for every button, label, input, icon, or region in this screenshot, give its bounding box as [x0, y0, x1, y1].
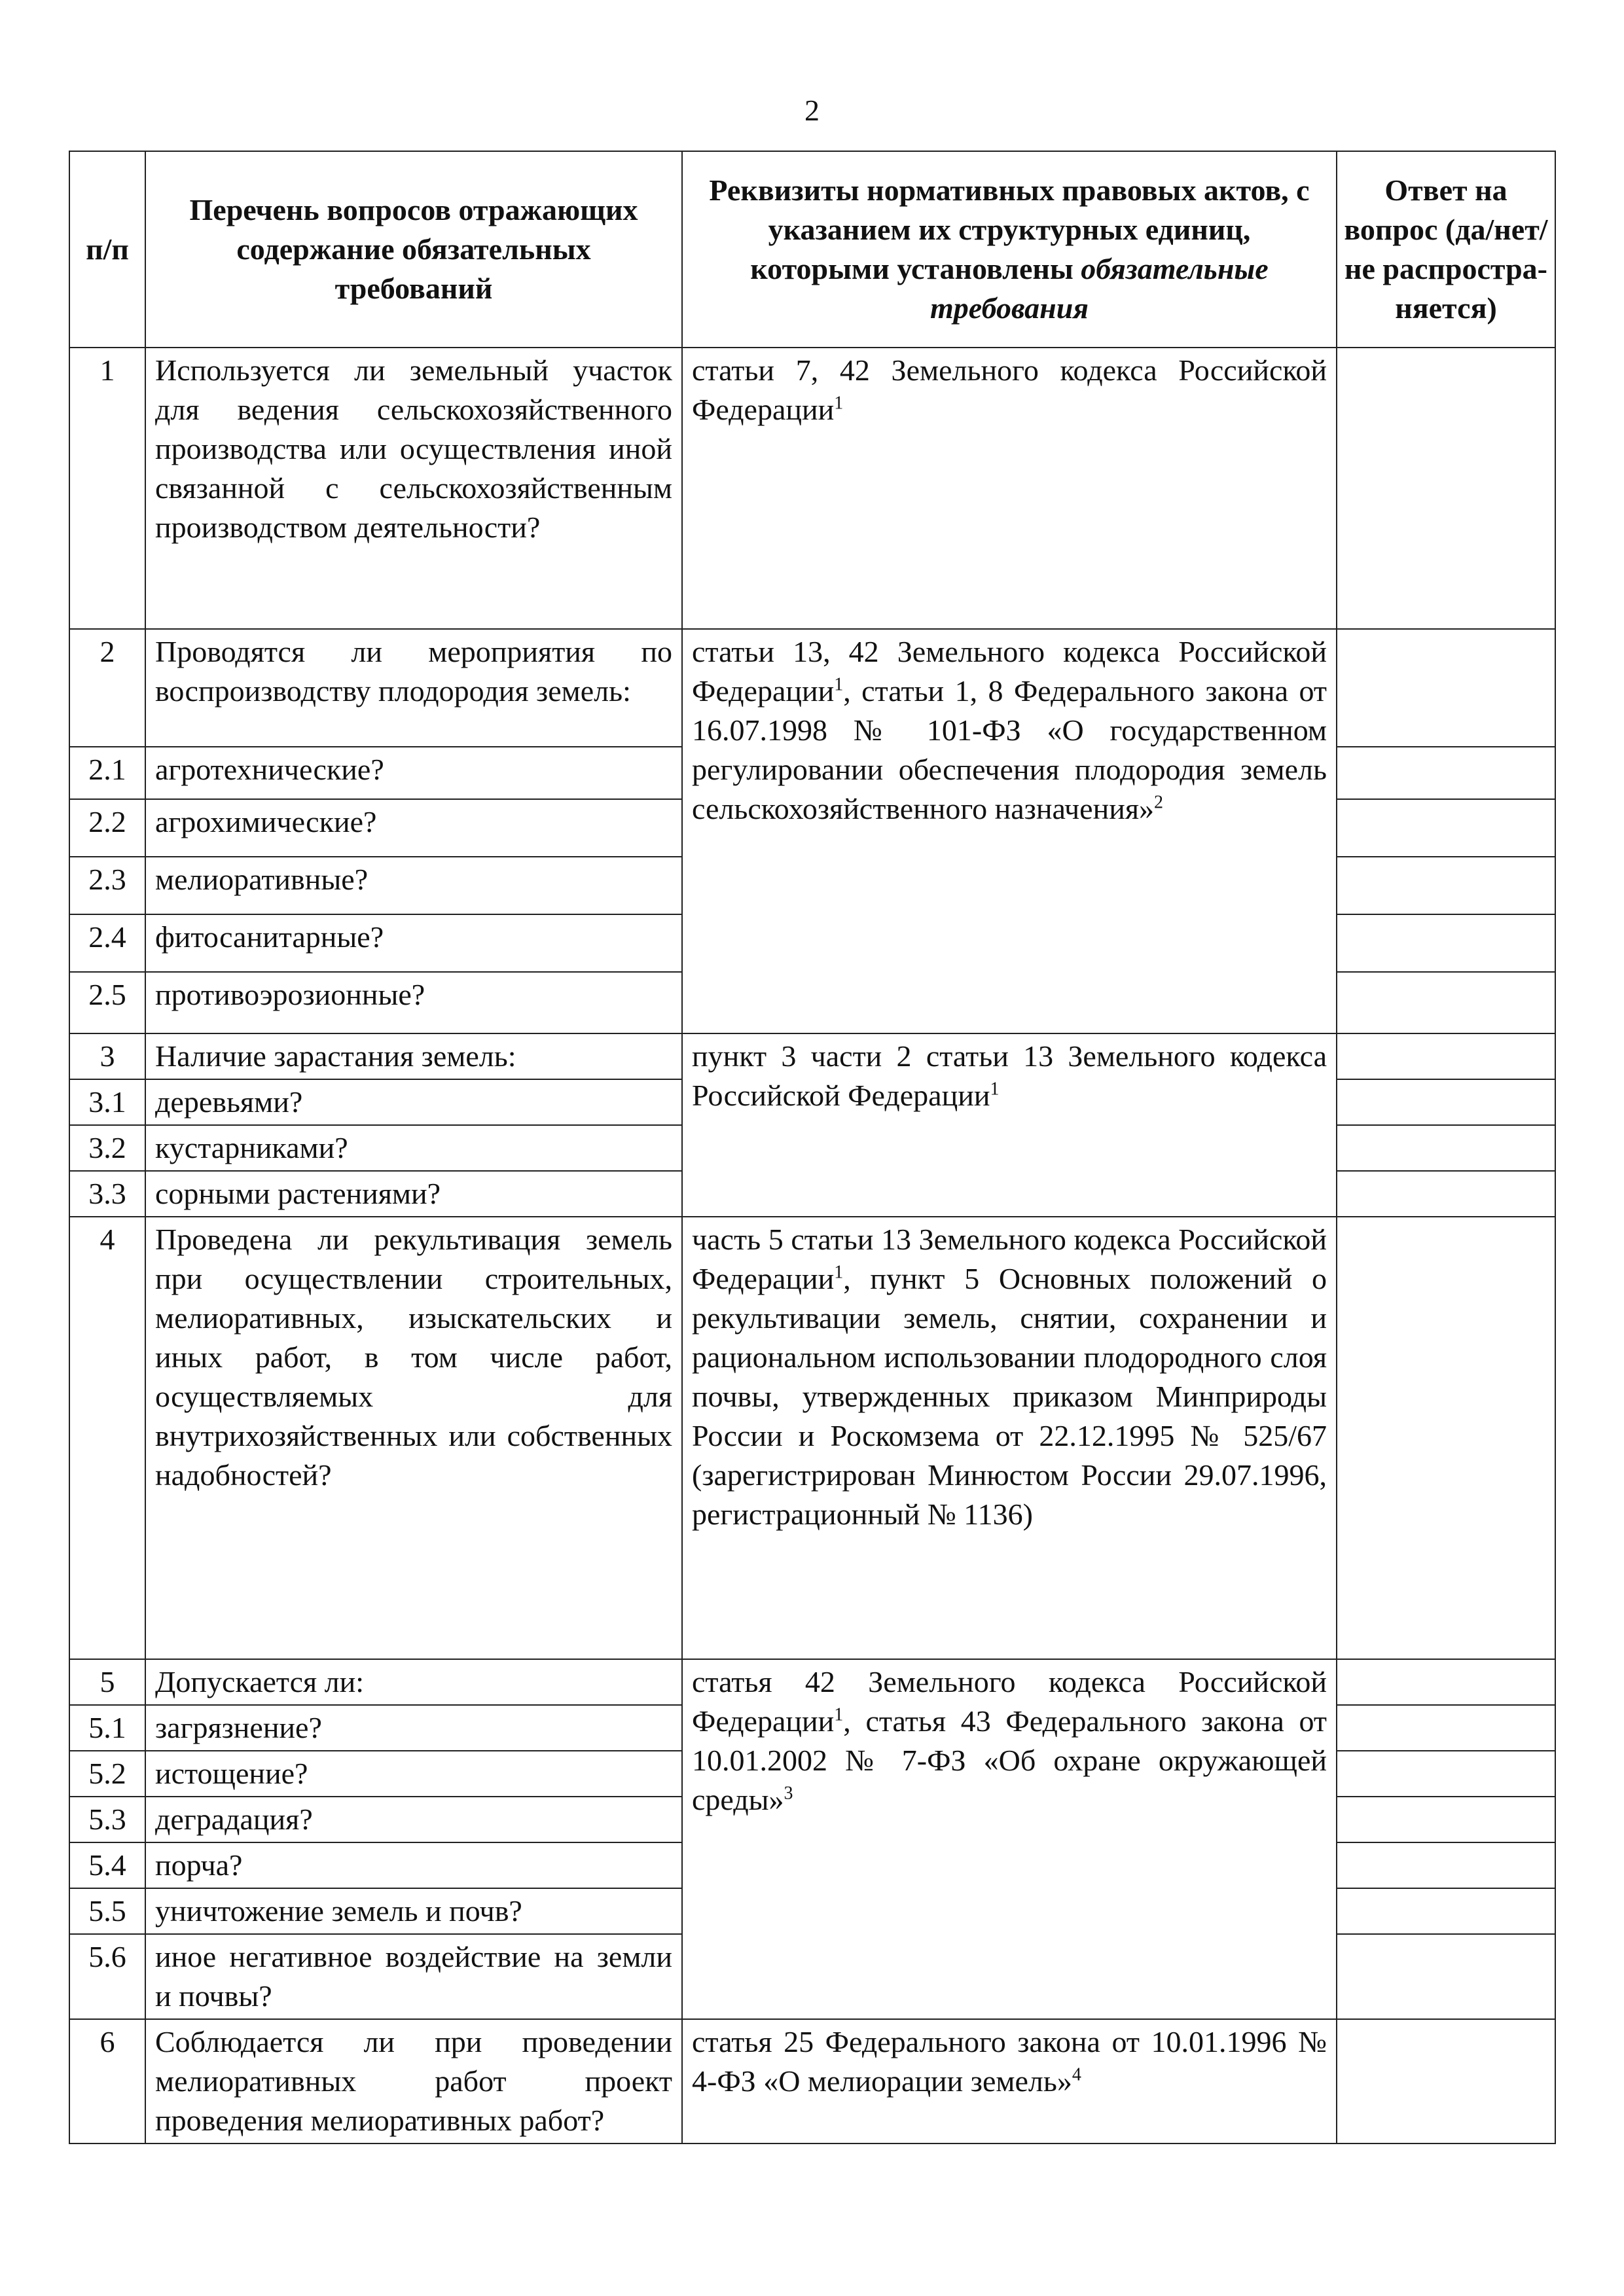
row-number: 2.3	[69, 857, 145, 914]
answer-cell[interactable]	[1337, 1751, 1555, 1797]
header-reference-main: Реквизиты нормативных правовых актов, с указанием их структурных единиц, которыми установлены	[709, 173, 1310, 285]
row-question: Соблюдается ли при проведении мелиоративных работ проект проведения мелиоративных работ?	[145, 2019, 682, 2144]
row-number: 3.2	[69, 1125, 145, 1171]
answer-cell[interactable]	[1337, 914, 1555, 972]
row-question: Проведена ли рекультивация земель при осуществлении строительных, мелиоративных, изыскательских и иных работ, в том числе работ, осуществляемых для внутрихозяйственных или собственных надобностей?	[145, 1217, 682, 1659]
reference-text: статьи 7, 42 Земельного кодекса Российской Федерации	[692, 353, 1327, 426]
footnote-mark: 4	[1072, 2064, 1081, 2085]
row-reference	[682, 629, 1337, 1033]
row-number: 1	[69, 348, 145, 629]
row-question: загрязнение?	[145, 1705, 682, 1751]
reference-text: статья 25 Федерального закона от 10.01.1996 № 4-ФЗ «О мелиорации земель»	[692, 2025, 1327, 2098]
answer-cell[interactable]	[1337, 1217, 1555, 1659]
header-number: п/п	[69, 151, 145, 348]
reference-text: пункт 3 части 2 статьи 13 Земельного кодекса Российской Федерации	[692, 1039, 1327, 1112]
answer-cell[interactable]	[1337, 857, 1555, 914]
answer-cell[interactable]	[1337, 1171, 1555, 1217]
row-question: деградация?	[145, 1797, 682, 1842]
header-question: Перечень вопросов отражающих содержание обязательных требований	[145, 151, 682, 348]
row-question: Используется ли земельный участок для ведения сельскохозяйственного производства или осуществления иной связанной с сельскохозяйственным производством деятельности?	[145, 348, 682, 629]
answer-cell[interactable]	[1337, 1797, 1555, 1842]
row-number: 5.6	[69, 1934, 145, 2019]
row-question: фитосанитарные?	[145, 914, 682, 972]
answer-cell[interactable]	[1337, 1888, 1555, 1934]
table-row	[69, 1033, 1555, 1079]
row-number: 2.2	[69, 799, 145, 857]
table-row	[69, 348, 1555, 629]
row-number: 2	[69, 629, 145, 747]
row-reference	[682, 1033, 1337, 1217]
row-question: мелиоративные?	[145, 857, 682, 914]
row-number: 5.3	[69, 1797, 145, 1842]
row-question: кустарниками?	[145, 1125, 682, 1171]
row-number: 3.1	[69, 1079, 145, 1125]
row-question: Проводятся ли мероприятия по воспроизводству плодородия земель:	[145, 629, 682, 747]
row-question: уничтожение земель и почв?	[145, 1888, 682, 1934]
row-question: истощение?	[145, 1751, 682, 1797]
answer-cell[interactable]	[1337, 348, 1555, 629]
row-number: 5.4	[69, 1842, 145, 1888]
row-number: 2.1	[69, 747, 145, 799]
table-row	[69, 1659, 1555, 1705]
header-row	[69, 151, 1555, 348]
answer-cell[interactable]	[1337, 1659, 1555, 1705]
table-row	[69, 1217, 1555, 1659]
row-number: 5.5	[69, 1888, 145, 1934]
page-number: 2	[804, 94, 820, 127]
row-reference	[682, 2019, 1337, 2144]
reference-text: статьи 13, 42 Земельного кодекса Российской Федерации	[692, 635, 1327, 708]
row-question: деревьями?	[145, 1079, 682, 1125]
answer-cell[interactable]	[1337, 629, 1555, 747]
header-answer: Ответ на вопрос (да/нет/не распростра-няется)	[1337, 151, 1555, 348]
header-reference-italic: обязательные требования	[930, 252, 1269, 325]
footnote-mark: 1	[834, 1704, 844, 1725]
reference-text: часть 5 статьи 13 Земельного кодекса Российской Федерации	[692, 1223, 1327, 1295]
footnote-mark: 3	[784, 1783, 793, 1804]
table-row	[69, 629, 1555, 747]
reference-text-cont: , статьи 1, 8 Федерального закона от 16.07.1998 № 101-ФЗ «О государственном регулировании обеспечения плодородия земель сельскохозяйственного назначения»	[692, 674, 1327, 825]
answer-cell[interactable]	[1337, 1842, 1555, 1888]
row-reference	[682, 1217, 1337, 1659]
header-reference	[682, 151, 1337, 348]
footnote-mark: 2	[1154, 792, 1163, 813]
reference-text-cont: , статья 43 Федерального закона от 10.01.2002 № 7-ФЗ «Об охране окружающей среды»	[692, 1704, 1327, 1816]
row-number: 2.4	[69, 914, 145, 972]
answer-cell[interactable]	[1337, 799, 1555, 857]
row-question: сорными растениями?	[145, 1171, 682, 1217]
answer-cell[interactable]	[1337, 747, 1555, 799]
row-question: иное негативное воздействие на земли и почвы?	[145, 1934, 682, 2019]
row-question: порча?	[145, 1842, 682, 1888]
row-question: противоэрозионные?	[145, 972, 682, 1033]
row-reference	[682, 348, 1337, 629]
row-question: Наличие зарастания земель:	[145, 1033, 682, 1079]
footnote-mark: 1	[990, 1079, 1000, 1100]
row-number: 4	[69, 1217, 145, 1659]
row-number: 6	[69, 2019, 145, 2144]
row-reference	[682, 1659, 1337, 2019]
answer-cell[interactable]	[1337, 2019, 1555, 2144]
row-number: 5	[69, 1659, 145, 1705]
requirements-checklist-table	[69, 151, 1556, 2144]
reference-text: статья 42 Земельного кодекса Российской Федерации	[692, 1665, 1327, 1738]
answer-cell[interactable]	[1337, 1125, 1555, 1171]
footnote-mark: 1	[834, 393, 844, 414]
table-row	[69, 2019, 1555, 2144]
row-number: 5.1	[69, 1705, 145, 1751]
row-number: 2.5	[69, 972, 145, 1033]
row-question: агротехнические?	[145, 747, 682, 799]
row-question: агрохимические?	[145, 799, 682, 857]
row-number: 3	[69, 1033, 145, 1079]
answer-cell[interactable]	[1337, 972, 1555, 1033]
footnote-mark: 1	[834, 674, 844, 695]
row-number: 5.2	[69, 1751, 145, 1797]
row-question: Допускается ли:	[145, 1659, 682, 1705]
reference-text-cont: , пункт 5 Основных положений о рекультивации земель, снятии, сохранении и рациональном использовании плодородного слоя почвы, утвержденных приказом Минприроды России и Роскомзема от 22.12.1995 № 525/67 (зарегистрирован Минюстом России 29.07.1996, регистрационный № 1136)	[692, 1262, 1327, 1531]
row-number: 3.3	[69, 1171, 145, 1217]
answer-cell[interactable]	[1337, 1705, 1555, 1751]
footnote-mark: 1	[834, 1262, 844, 1283]
answer-cell[interactable]	[1337, 1033, 1555, 1079]
answer-cell[interactable]	[1337, 1934, 1555, 2019]
answer-cell[interactable]	[1337, 1079, 1555, 1125]
